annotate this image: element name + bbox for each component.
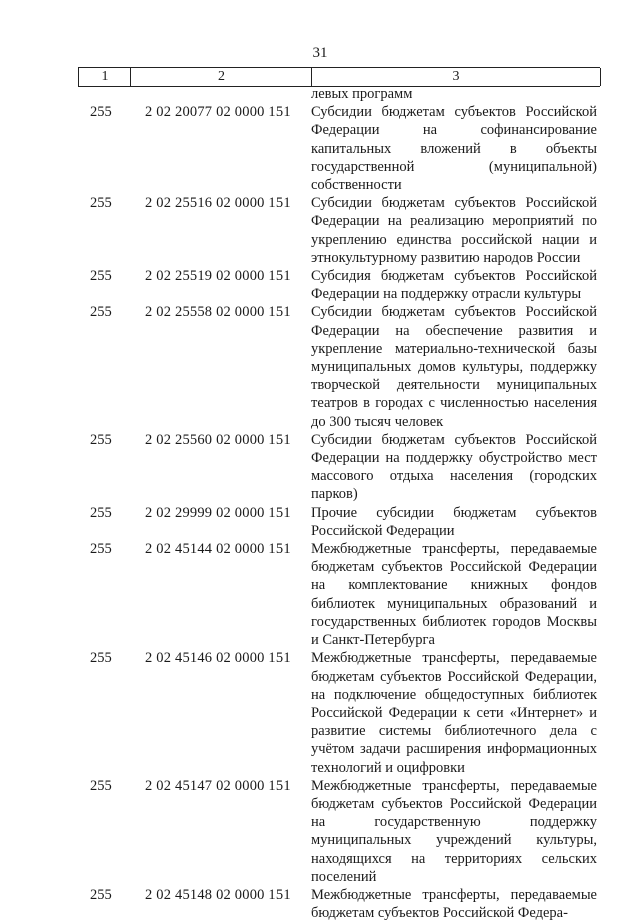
budget-code: 2 02 45146 02 0000 151 [145, 650, 291, 667]
header-col-1: 1 [78, 68, 131, 86]
budget-code: 2 02 25558 02 0000 151 [145, 304, 291, 321]
table-body [0, 85, 640, 922]
page-number: 31 [312, 45, 328, 61]
income-description: Субсидии бюджетам субъектов Российской Федерации на реализацию мероприятий по укреплению единства российской нации и этнокультурному развитию народов России [311, 195, 597, 266]
table-row [0, 504, 640, 540]
income-description: Субсидия бюджетам субъектов Российской Федерации на поддержку отрасли культуры [311, 268, 597, 303]
table-row [0, 886, 640, 922]
budget-code: 2 02 25519 02 0000 151 [145, 268, 291, 285]
income-description: Субсидии бюджетам субъектов Российской Федерации на поддержку обустройство мест массового отдыха населения (городских парков) [311, 431, 597, 503]
budget-code: 2 02 45144 02 0000 151 [145, 541, 291, 558]
table-row [0, 540, 640, 649]
table-row [0, 431, 640, 504]
budget-code: 2 02 20077 02 0000 151 [145, 104, 291, 121]
admin-code: 255 [90, 104, 112, 121]
admin-code: 255 [90, 431, 112, 448]
income-description: Субсидии бюджетам субъектов Российской Федерации на обеспечение развития и укрепление материально-технической базы муниципальных домов культуры, поддержку творческой деятельности муниципальных театров в городах с численностью населения до 300 тысяч человек [311, 304, 597, 430]
income-description: Субсидии бюджетам субъектов Российской Федерации на софинансирование капитальных вложений в объекты государственной (муниципальной) собственности [311, 104, 597, 194]
budget-code: 2 02 45148 02 0000 151 [145, 886, 291, 903]
income-description: левых программ [311, 86, 413, 102]
header-col-2: 2 [130, 68, 312, 86]
income-description: Межбюджетные трансферты, передаваемые бюджетам субъектов Российской Федера- [311, 886, 597, 922]
income-description: Межбюджетные трансферты, передаваемые бюджетам субъектов Российской Федерации на государственную поддержку муниципальных учреждений культуры, находящихся на территориях сельских поселений [311, 777, 597, 885]
admin-code: 255 [90, 650, 112, 667]
admin-code: 255 [90, 886, 112, 903]
budget-code: 2 02 29999 02 0000 151 [145, 504, 291, 521]
admin-code: 255 [90, 541, 112, 558]
table-row [0, 303, 640, 430]
admin-code: 255 [90, 304, 112, 321]
table-row [0, 649, 640, 776]
table-row [0, 777, 640, 886]
budget-code: 2 02 25516 02 0000 151 [145, 195, 291, 212]
admin-code: 255 [90, 777, 112, 794]
table-row [0, 103, 640, 194]
income-description: Прочие субсидии бюджетам субъектов Российской Федерации [311, 504, 597, 539]
admin-code: 255 [90, 195, 112, 212]
table-header [78, 67, 600, 87]
admin-code: 255 [90, 268, 112, 285]
table-row [0, 194, 640, 267]
table-row [0, 267, 640, 303]
admin-code: 255 [90, 504, 112, 521]
budget-code: 2 02 25560 02 0000 151 [145, 431, 291, 448]
header-col-3: 3 [311, 68, 601, 86]
budget-code: 2 02 45147 02 0000 151 [145, 777, 291, 794]
income-description: Межбюджетные трансферты, передаваемые бюджетам субъектов Российской Федерации на комплектование книжных фондов библиотек муниципальных образований и государственных библиотек городов Москвы и Санкт-Петербурга [311, 541, 597, 649]
income-description: Межбюджетные трансферты, передаваемые бюджетам субъектов Российской Федерации, на подключение общедоступных библиотек Российской Федерации к сети «Интернет» и развитие системы библиотечного дела с учётом задачи расширения информационных технологий и оцифровки [311, 650, 597, 776]
table-row [0, 85, 640, 103]
